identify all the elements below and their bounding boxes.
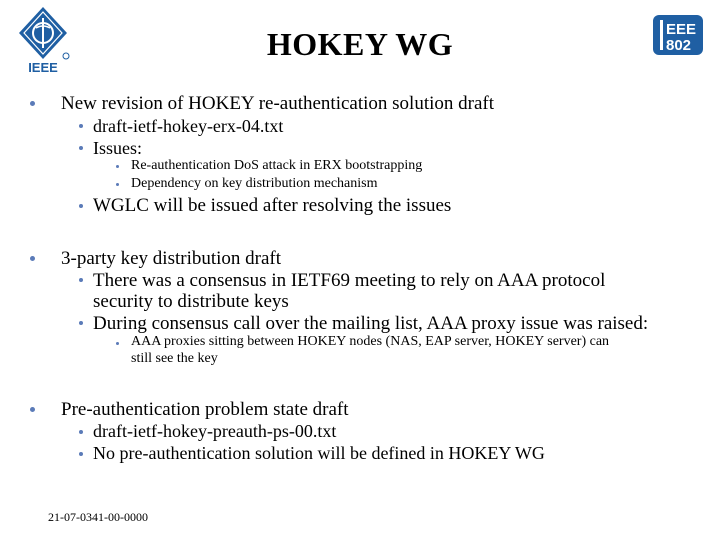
bullet-icon [116,342,119,345]
bullet-icon [79,430,83,434]
section2-item1-line2: security to distribute keys [93,291,289,312]
ieee-logo-text: IEEE [28,60,58,75]
bullet-icon [79,321,83,325]
ieee-802-line2: 802 [666,37,692,54]
section1-item-issues: Issues: [93,138,142,158]
section3-item-draft: draft-ietf-hokey-preauth-ps-00.txt [93,421,337,441]
bullet-icon [116,183,119,186]
bullet-icon [79,124,83,128]
bullet-icon [30,101,35,106]
bullet-icon [30,407,35,412]
ieee-802-line1: EEE [666,21,697,38]
issue-item-dos: Re-authentication DoS attack in ERX bootstrapping [131,158,423,173]
issue-item-dependency: Dependency on key distribution mechanism [131,176,378,191]
section1-heading: New revision of HOKEY re-authentication solution draft [61,93,495,114]
bullet-icon [30,256,35,261]
document-number: 21-07-0341-00-0000 [48,510,148,524]
section2-sub-line2: still see the key [131,351,218,366]
bullet-icon [79,278,83,282]
section2-item1-line1: There was a consensus in IETF69 meeting to rely on AAA protocol [93,270,606,291]
bullet-icon [79,204,83,208]
section2-sub-line1: AAA proxies sitting between HOKEY nodes (NAS, EAP server, HOKEY server) can [131,334,610,349]
section2-item2: During consensus call over the mailing list, AAA proxy issue was raised: [93,313,649,334]
bullet-icon [79,452,83,456]
section1-item-draft: draft-ietf-hokey-erx-04.txt [93,116,284,136]
section2-heading: 3-party key distribution draft [61,248,282,269]
bullet-icon [79,146,83,150]
section3-item-no-preauth: No pre-authentication solution will be defined in HOKEY WG [93,443,545,463]
section3-heading: Pre-authentication problem state draft [61,399,349,420]
bullet-icon [116,165,119,168]
section1-wglc: WGLC will be issued after resolving the issues [93,195,452,216]
page-title: HOKEY WG [266,26,454,62]
